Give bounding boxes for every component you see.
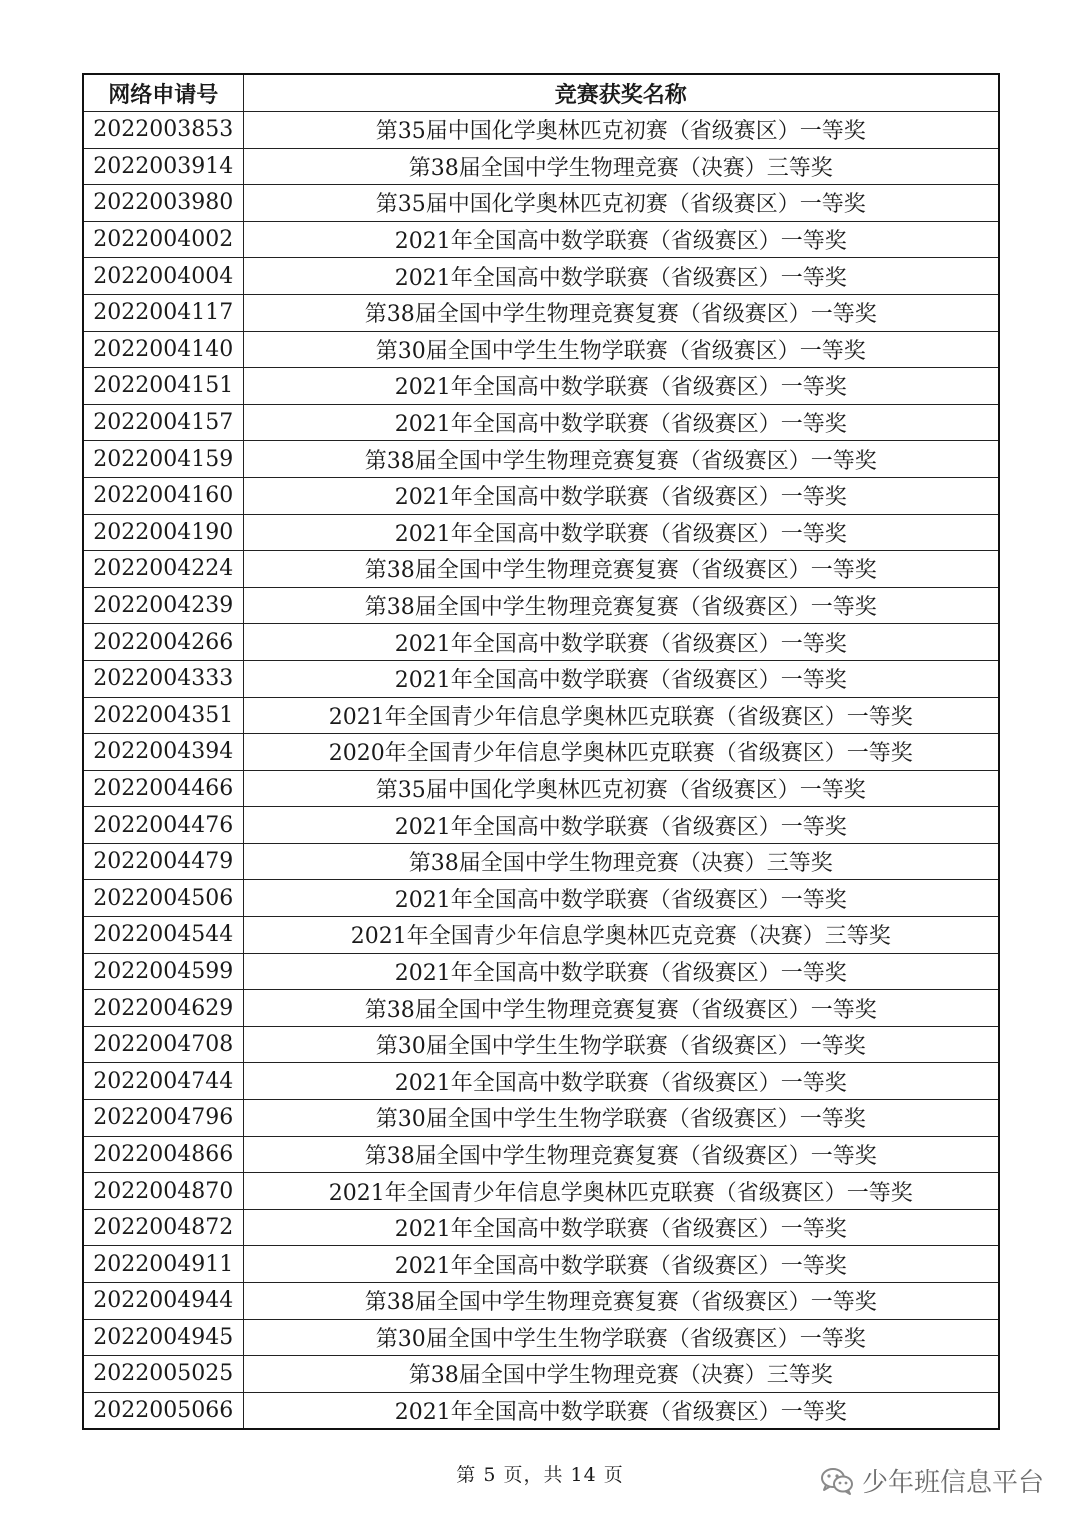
application-number-cell: 2022004506 xyxy=(83,880,243,917)
award-name-cell: 2021年全国高中数学联赛（省级赛区）一等奖 xyxy=(243,624,999,661)
table-row xyxy=(83,624,999,661)
table-row xyxy=(83,1246,999,1283)
watermark xyxy=(820,1462,1044,1499)
award-table-container xyxy=(82,73,998,1430)
table-row xyxy=(83,368,999,405)
award-name-cell: 第38届全国中学生物理竞赛复赛（省级赛区）一等奖 xyxy=(243,441,999,478)
application-number-cell: 2022004744 xyxy=(83,1063,243,1100)
application-number-cell: 2022004629 xyxy=(83,990,243,1027)
table-row xyxy=(83,1173,999,1210)
award-name-cell: 2021年全国高中数学联赛（省级赛区）一等奖 xyxy=(243,477,999,514)
table-row xyxy=(83,1026,999,1063)
award-name-cell: 2021年全国青少年信息学奥林匹克联赛（省级赛区）一等奖 xyxy=(243,1173,999,1210)
application-number-cell: 2022004544 xyxy=(83,917,243,954)
table-body xyxy=(83,112,999,1430)
application-number-cell: 2022005025 xyxy=(83,1356,243,1393)
award-name-cell: 第38届全国中学生物理竞赛复赛（省级赛区）一等奖 xyxy=(243,1283,999,1320)
application-number-cell: 2022004351 xyxy=(83,697,243,734)
table-row xyxy=(83,990,999,1027)
table-row xyxy=(83,1392,999,1429)
table-row xyxy=(83,112,999,149)
table-row xyxy=(83,917,999,954)
award-name-cell: 第38届全国中学生物理竞赛复赛（省级赛区）一等奖 xyxy=(243,294,999,331)
award-name-cell: 2021年全国高中数学联赛（省级赛区）一等奖 xyxy=(243,660,999,697)
wechat-icon xyxy=(820,1466,854,1496)
award-name-cell: 2021年全国高中数学联赛（省级赛区）一等奖 xyxy=(243,221,999,258)
application-number-cell: 2022004479 xyxy=(83,843,243,880)
application-number-cell: 2022004151 xyxy=(83,368,243,405)
application-number-cell: 2022004004 xyxy=(83,258,243,295)
application-number-cell: 2022004708 xyxy=(83,1026,243,1063)
application-number-cell: 2022004333 xyxy=(83,660,243,697)
award-name-cell: 2021年全国高中数学联赛（省级赛区）一等奖 xyxy=(243,514,999,551)
award-table xyxy=(82,73,1000,1430)
table-row xyxy=(83,1063,999,1100)
table-row xyxy=(83,1319,999,1356)
table-row xyxy=(83,1356,999,1393)
application-number-cell: 2022004911 xyxy=(83,1246,243,1283)
award-name-cell: 第30届全国中学生生物学联赛（省级赛区）一等奖 xyxy=(243,331,999,368)
application-number-cell: 2022003853 xyxy=(83,112,243,149)
table-row xyxy=(83,843,999,880)
award-name-cell: 第30届全国中学生生物学联赛（省级赛区）一等奖 xyxy=(243,1026,999,1063)
application-number-cell: 2022005066 xyxy=(83,1392,243,1429)
award-name-cell: 2021年全国青少年信息学奥林匹克竞赛（决赛）三等奖 xyxy=(243,917,999,954)
application-number-cell: 2022004117 xyxy=(83,294,243,331)
table-row xyxy=(83,185,999,222)
award-name-cell: 第38届全国中学生物理竞赛复赛（省级赛区）一等奖 xyxy=(243,1136,999,1173)
table-row xyxy=(83,880,999,917)
application-number-cell: 2022004157 xyxy=(83,404,243,441)
table-row xyxy=(83,953,999,990)
table-row xyxy=(83,1209,999,1246)
application-number-cell: 2022004160 xyxy=(83,477,243,514)
award-name-cell: 2021年全国高中数学联赛（省级赛区）一等奖 xyxy=(243,953,999,990)
table-row xyxy=(83,477,999,514)
table-row xyxy=(83,770,999,807)
application-number-cell: 2022004394 xyxy=(83,734,243,771)
application-number-cell: 2022004870 xyxy=(83,1173,243,1210)
table-row xyxy=(83,441,999,478)
application-number-cell: 2022004599 xyxy=(83,953,243,990)
application-number-cell: 2022003980 xyxy=(83,185,243,222)
table-row xyxy=(83,148,999,185)
award-name-cell: 第35届中国化学奥林匹克初赛（省级赛区）一等奖 xyxy=(243,770,999,807)
award-name-cell: 2021年全国高中数学联赛（省级赛区）一等奖 xyxy=(243,1209,999,1246)
award-name-cell: 2021年全国高中数学联赛（省级赛区）一等奖 xyxy=(243,807,999,844)
table-row xyxy=(83,587,999,624)
award-name-cell: 2021年全国青少年信息学奥林匹克联赛（省级赛区）一等奖 xyxy=(243,697,999,734)
page-number: 第 5 页，共 14 页 xyxy=(456,1464,624,1486)
table-row xyxy=(83,294,999,331)
award-name-cell: 第38届全国中学生物理竞赛复赛（省级赛区）一等奖 xyxy=(243,990,999,1027)
table-row xyxy=(83,551,999,588)
watermark-text: 少年班信息平台 xyxy=(861,1468,1044,1498)
award-name-cell: 第35届中国化学奥林匹克初赛（省级赛区）一等奖 xyxy=(243,185,999,222)
application-number-cell: 2022004945 xyxy=(83,1319,243,1356)
table-row xyxy=(83,404,999,441)
award-name-cell: 2021年全国高中数学联赛（省级赛区）一等奖 xyxy=(243,404,999,441)
application-number-cell: 2022004266 xyxy=(83,624,243,661)
application-number-cell: 2022004476 xyxy=(83,807,243,844)
application-number-cell: 2022004866 xyxy=(83,1136,243,1173)
award-name-cell: 2021年全国高中数学联赛（省级赛区）一等奖 xyxy=(243,258,999,295)
award-name-cell: 第30届全国中学生生物学联赛（省级赛区）一等奖 xyxy=(243,1100,999,1137)
table-row xyxy=(83,734,999,771)
table-row xyxy=(83,331,999,368)
header-award-name: 竞赛获奖名称 xyxy=(243,74,999,112)
table-row xyxy=(83,514,999,551)
table-row xyxy=(83,1136,999,1173)
award-name-cell: 第38届全国中学生物理竞赛（决赛）三等奖 xyxy=(243,843,999,880)
application-number-cell: 2022004466 xyxy=(83,770,243,807)
application-number-cell: 2022004159 xyxy=(83,441,243,478)
table-row xyxy=(83,1100,999,1137)
table-row xyxy=(83,258,999,295)
application-number-cell: 2022003914 xyxy=(83,148,243,185)
application-number-cell: 2022004239 xyxy=(83,587,243,624)
award-name-cell: 2020年全国青少年信息学奥林匹克联赛（省级赛区）一等奖 xyxy=(243,734,999,771)
table-row xyxy=(83,807,999,844)
application-number-cell: 2022004002 xyxy=(83,221,243,258)
award-name-cell: 第38届全国中学生物理竞赛（决赛）三等奖 xyxy=(243,148,999,185)
award-name-cell: 第35届中国化学奥林匹克初赛（省级赛区）一等奖 xyxy=(243,112,999,149)
application-number-cell: 2022004190 xyxy=(83,514,243,551)
award-name-cell: 2021年全国高中数学联赛（省级赛区）一等奖 xyxy=(243,880,999,917)
table-row xyxy=(83,221,999,258)
award-name-cell: 2021年全国高中数学联赛（省级赛区）一等奖 xyxy=(243,1246,999,1283)
application-number-cell: 2022004224 xyxy=(83,551,243,588)
award-name-cell: 第30届全国中学生生物学联赛（省级赛区）一等奖 xyxy=(243,1319,999,1356)
table-row xyxy=(83,660,999,697)
award-name-cell: 2021年全国高中数学联赛（省级赛区）一等奖 xyxy=(243,1063,999,1100)
application-number-cell: 2022004872 xyxy=(83,1209,243,1246)
table-row xyxy=(83,697,999,734)
table-row xyxy=(83,1283,999,1320)
award-name-cell: 2021年全国高中数学联赛（省级赛区）一等奖 xyxy=(243,1392,999,1429)
award-name-cell: 第38届全国中学生物理竞赛（决赛）三等奖 xyxy=(243,1356,999,1393)
table-header-row xyxy=(83,74,999,112)
award-name-cell: 第38届全国中学生物理竞赛复赛（省级赛区）一等奖 xyxy=(243,587,999,624)
application-number-cell: 2022004944 xyxy=(83,1283,243,1320)
award-name-cell: 第38届全国中学生物理竞赛复赛（省级赛区）一等奖 xyxy=(243,551,999,588)
application-number-cell: 2022004796 xyxy=(83,1100,243,1137)
award-name-cell: 2021年全国高中数学联赛（省级赛区）一等奖 xyxy=(243,368,999,405)
application-number-cell: 2022004140 xyxy=(83,331,243,368)
header-application-number: 网络申请号 xyxy=(83,74,243,112)
